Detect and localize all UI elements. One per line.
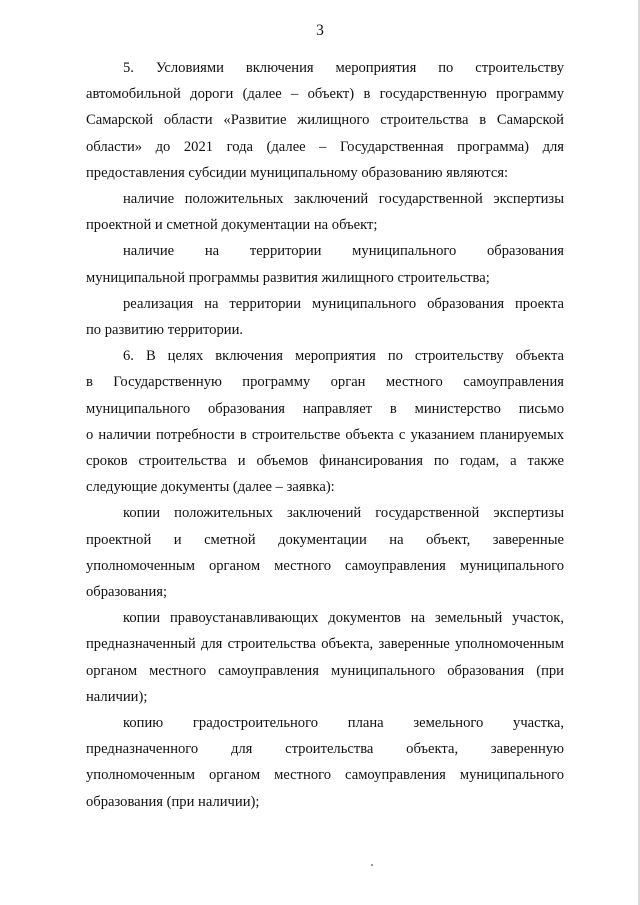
paragraph xyxy=(86,500,564,605)
text-line: автомобильной дороги (далее – объект) в государственную программу xyxy=(86,86,564,103)
paragraph xyxy=(86,710,564,815)
text-line: предоставления субсидии муниципальному образованию являются: xyxy=(86,164,509,181)
text-line: наличии); xyxy=(86,688,148,705)
paragraph xyxy=(86,55,564,186)
text-line: копии правоустанавливающих документов на земельный участок, xyxy=(123,610,564,627)
text-line: по развитию территории. xyxy=(86,322,244,339)
text-line: 5. Условиями включения мероприятия по строительству xyxy=(123,60,564,76)
text-line: следующие документы (далее – заявка): xyxy=(86,479,335,496)
paragraph xyxy=(86,343,564,500)
text-line: проектной и сметной документации на объект, заверенные xyxy=(86,531,564,548)
text-line: уполномоченным органом местного самоуправления муниципального xyxy=(86,557,564,574)
scan-speck xyxy=(371,864,373,866)
page-number: 3 xyxy=(316,22,324,39)
text-line: муниципальной программы развития жилищного строительства; xyxy=(86,269,490,286)
text-line: реализация на территории муниципального образования проекта xyxy=(123,295,564,312)
text-line: предназначенный для строительства объекта, заверенные уполномоченным xyxy=(86,636,564,653)
paragraph xyxy=(86,186,564,238)
text-line: образования (при наличии); xyxy=(86,793,260,810)
text-line: в Государственную программу орган местного самоуправления xyxy=(86,374,564,391)
text-line: наличие на территории муниципального образования xyxy=(123,243,564,260)
text-line: области» до 2021 года (далее – Государственная программа) для xyxy=(86,138,564,155)
text-line: проектной и сметной документации на объект; xyxy=(86,217,378,234)
paragraph xyxy=(86,605,564,710)
text-line: Самарской области «Развитие жилищного строительства в Самарской xyxy=(86,112,564,129)
text-line: копию градостроительного плана земельного участка, xyxy=(123,715,564,732)
text-line: образования; xyxy=(86,584,168,601)
text-line: предназначенного для строительства объекта, заверенную xyxy=(86,741,564,758)
paragraph xyxy=(86,291,564,343)
text-line: копии положительных заключений государственной экспертизы xyxy=(123,505,564,522)
document-body xyxy=(86,55,564,815)
text-line: наличие положительных заключений государственной экспертизы xyxy=(123,191,564,208)
paragraph xyxy=(86,238,564,290)
text-line: уполномоченным органом местного самоуправления муниципального xyxy=(86,767,564,784)
text-line: сроков строительства и объемов финансирования по годам, а также xyxy=(86,453,564,470)
text-line: о наличии потребности в строительстве объекта с указанием планируемых xyxy=(86,426,564,443)
text-line: 6. В целях включения мероприятия по строительству объекта xyxy=(123,348,564,365)
text-line: муниципального образования направляет в министерство письмо xyxy=(86,400,564,417)
text-line: органом местного самоуправления муниципального образования (при xyxy=(86,662,564,679)
